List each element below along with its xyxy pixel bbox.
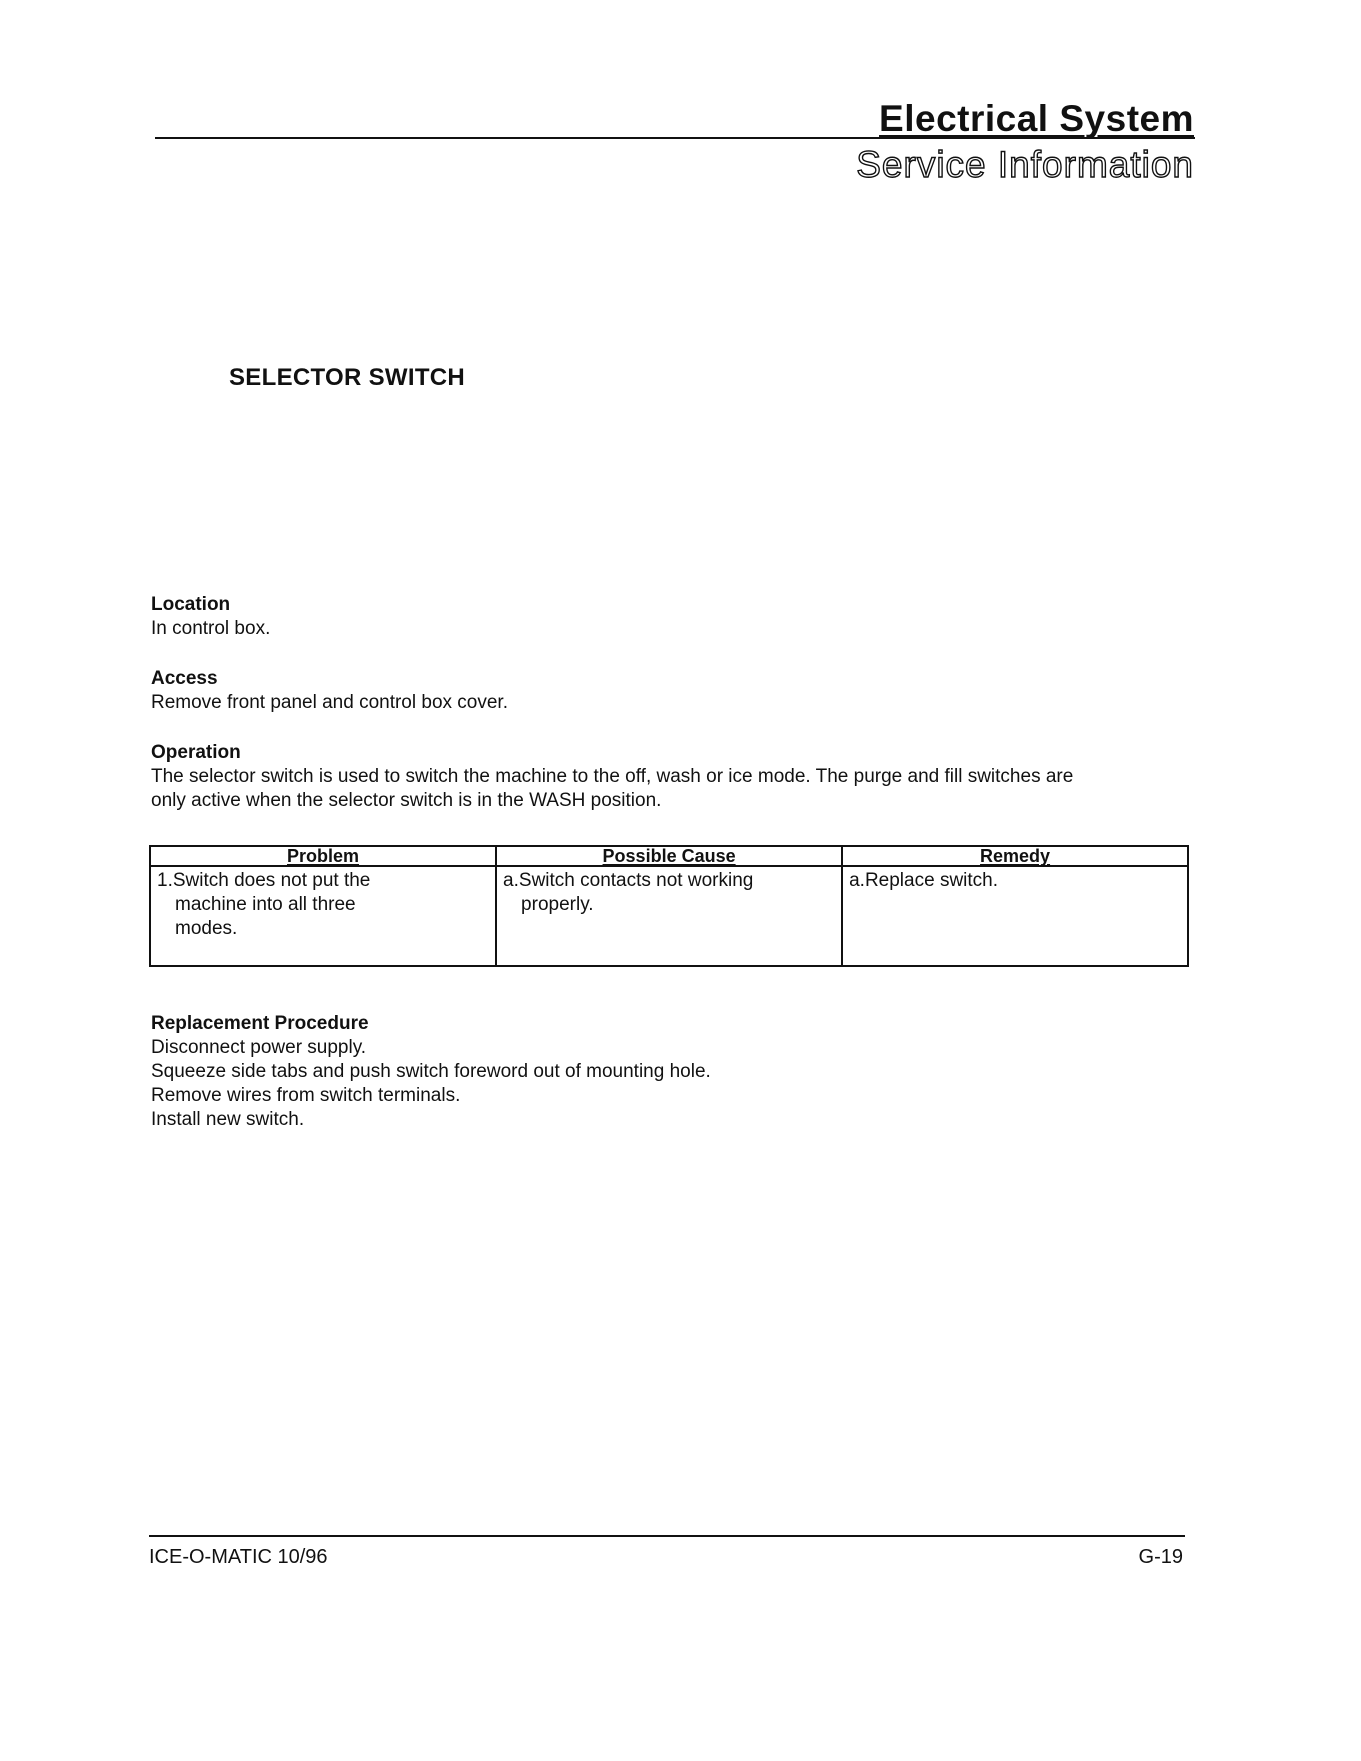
operation-line: only active when the selector switch is in the WASH position. bbox=[151, 790, 662, 811]
problem-cell bbox=[150, 866, 496, 966]
header-remedy: Remedy bbox=[842, 846, 1188, 866]
footer-rule bbox=[149, 1535, 1185, 1537]
replacement-step: Install new switch. bbox=[151, 1109, 305, 1130]
troubleshooting-table bbox=[149, 845, 1189, 967]
operation-line: The selector switch is used to switch the machine to the off, wash or ice mode. The purge and fill switches are bbox=[151, 766, 1074, 787]
location-text: In control box. bbox=[151, 618, 271, 639]
problem-line: machine into all three bbox=[175, 894, 356, 915]
replacement-step: Disconnect power supply. bbox=[151, 1037, 367, 1058]
header-title: Electrical System bbox=[879, 98, 1194, 139]
access-label: Access bbox=[151, 668, 218, 689]
cause-line: a.Switch contacts not working bbox=[503, 870, 754, 891]
table-row bbox=[150, 866, 1188, 966]
problem-line: modes. bbox=[175, 918, 238, 939]
replacement-step: Remove wires from switch terminals. bbox=[151, 1085, 461, 1106]
table-header-row bbox=[150, 846, 1188, 866]
location-block bbox=[151, 593, 1161, 641]
remedy-cell bbox=[842, 866, 1188, 966]
header-subtitle: Service Information bbox=[856, 144, 1194, 185]
remedy-line: a.Replace switch. bbox=[849, 870, 999, 891]
replacement-label: Replacement Procedure bbox=[151, 1013, 369, 1034]
operation-label: Operation bbox=[151, 742, 241, 763]
header-possible-cause: Possible Cause bbox=[496, 846, 842, 866]
access-text: Remove front panel and control box cover. bbox=[151, 692, 508, 713]
problem-line: 1.Switch does not put the bbox=[157, 870, 371, 891]
access-block bbox=[151, 667, 1161, 715]
location-label: Location bbox=[151, 594, 231, 615]
section-title: SELECTOR SWITCH bbox=[229, 364, 466, 391]
page-number: G-19 bbox=[1138, 1546, 1183, 1568]
replacement-block bbox=[151, 1012, 1161, 1132]
cause-cell bbox=[496, 866, 842, 966]
operation-block bbox=[151, 741, 1161, 813]
cause-line: properly. bbox=[521, 894, 594, 915]
footer-publisher: ICE-O-MATIC 10/96 bbox=[149, 1546, 328, 1568]
replacement-step: Squeeze side tabs and push switch foreword out of mounting hole. bbox=[151, 1061, 711, 1082]
header-problem: Problem bbox=[150, 846, 496, 866]
